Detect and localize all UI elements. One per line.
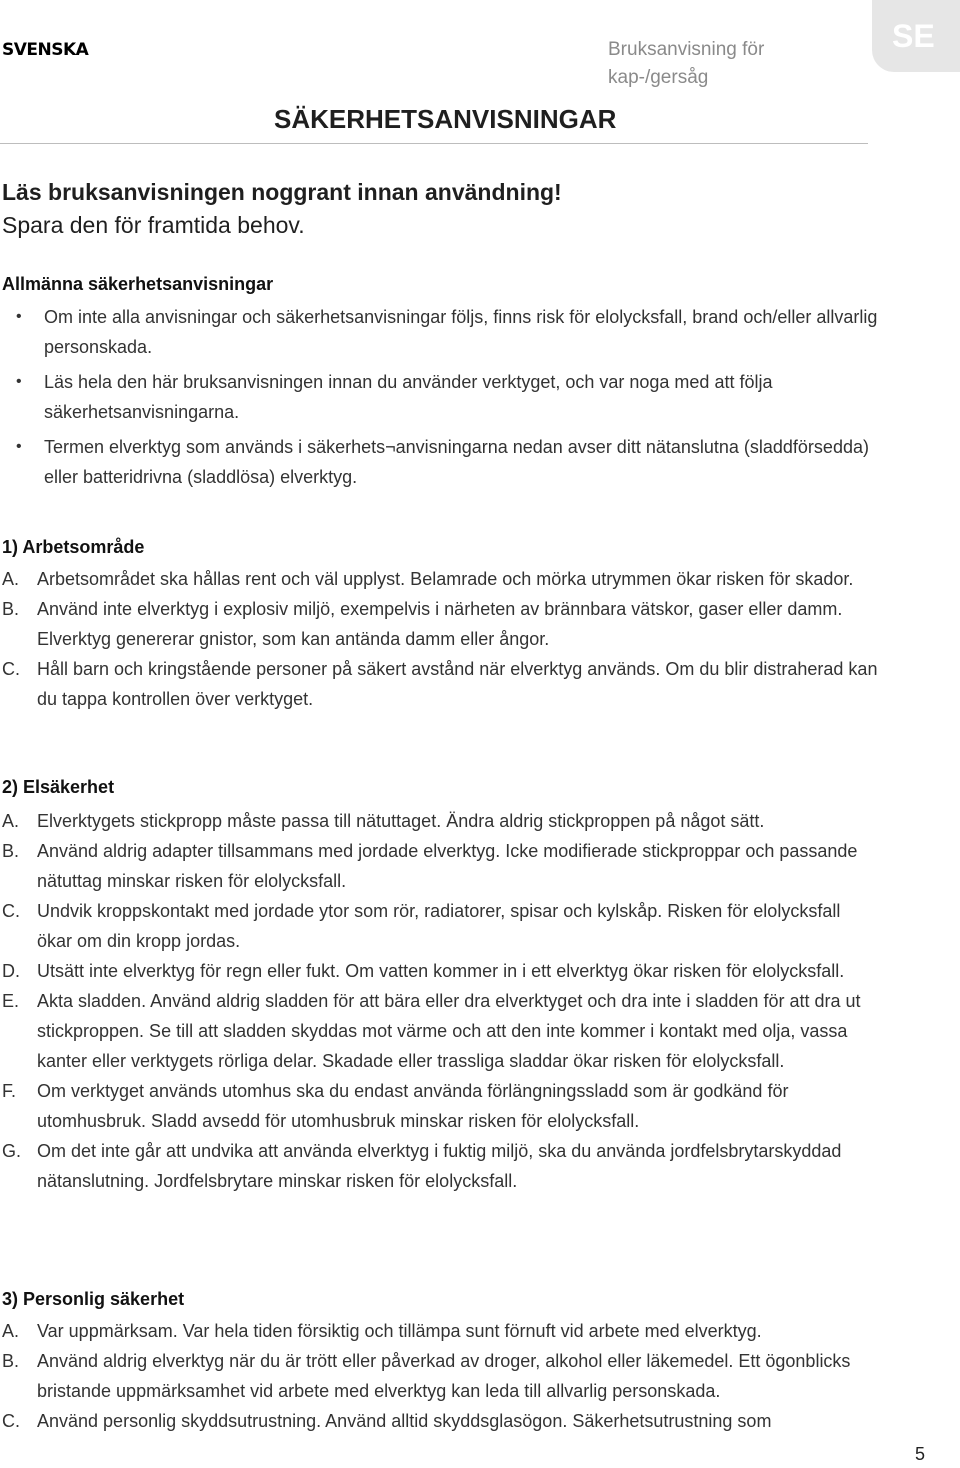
manual-title-line1: Bruksanvisning för <box>608 39 765 60</box>
section-list-electrical-safety <box>0 806 880 1196</box>
list-item <box>0 956 880 986</box>
intro-line: Spara den för framtida behov. <box>2 212 305 238</box>
intro <box>2 176 562 242</box>
list-item <box>0 594 880 654</box>
item-text: Elverktygets stickpropp måste passa till nätuttaget. Ändra aldrig stickproppen på något sätt. <box>37 811 765 831</box>
item-text: Om verktyget används utomhus ska du endast använda förlängningssladd som är godkänd för utomhusbruk. Sladd avsedd för utomhusbruk minskar risken för elolycksfall. <box>37 1081 789 1131</box>
page-number: 5 <box>915 1444 926 1464</box>
bullet-text: Om inte alla anvisningar och säkerhetsanvisningar följs, finns risk för elolycksfall, brand och/eller allvarlig personskada. <box>44 307 878 357</box>
general-bullet-list <box>0 302 900 497</box>
item-letter: E. <box>2 991 20 1011</box>
item-text: Utsätt inte elverktyg för regn eller fukt. Om vatten kommer in i ett elverktyg ökar risken för elolycksfall. <box>37 961 845 981</box>
bullet-dot-icon: • <box>16 308 22 325</box>
item-letter: D. <box>2 961 20 981</box>
bullet-dot-icon: • <box>16 373 22 390</box>
item-text: Använd aldrig adapter tillsammans med jordade elverktyg. Icke modifierade stickproppar och passande nätuttag minskar risken för elolycksfall. <box>37 841 858 891</box>
manual-title-line2: kap-/gersåg <box>608 67 709 88</box>
bullet-item <box>0 302 900 362</box>
bullet-item <box>0 432 900 492</box>
item-text: Var uppmärksam. Var hela tiden försiktig och tillämpa sunt förnuft vid arbete med elverktyg. <box>37 1321 762 1341</box>
list-item <box>0 836 880 896</box>
item-text: Akta sladden. Använd aldrig sladden för att bära eller dra elverktyget och dra inte i sladden för att dra ut stickproppen. Se till att sladden skyddas mot värme och att den inte kommer i kontakt med olja, vassa kanter eller verktygets rörliga delar. Skadade eller trassliga sladdar ökar risken för elolycksfall. <box>37 991 861 1071</box>
item-text: Arbetsområdet ska hållas rent och väl upplyst. Belamrade och mörka utrymmen ökar risken för skador. <box>37 569 854 589</box>
item-letter: B. <box>2 1351 20 1371</box>
bullet-item <box>0 367 900 427</box>
header-divider <box>0 143 868 144</box>
item-letter: A. <box>2 569 20 589</box>
item-letter: A. <box>2 1321 20 1341</box>
section-heading-electrical-safety: 2) Elsäkerhet <box>2 777 115 797</box>
list-item <box>0 896 880 956</box>
section-list-personal-safety <box>0 1316 880 1436</box>
item-text: Använd aldrig elverktyg när du är trött eller påverkad av droger, alkohol eller läkemedel. Ett ögonblicks bristande uppmärksamhet vid arbete med elverktyg kan leda till allvarlig personskada. <box>37 1351 851 1401</box>
list-item <box>0 1076 880 1136</box>
list-item <box>0 986 880 1076</box>
language-label: SVENSKA <box>2 40 89 60</box>
list-item <box>0 1136 880 1196</box>
bullet-text: Läs hela den här bruksanvisningen innan du använder verktyget, och var noga med att följa säkerhetsanvisningarna. <box>44 372 773 422</box>
item-text: Håll barn och kringstående personer på säkert avstånd när elverktyg används. Om du blir distraherad kan du tappa kontrollen över verktyget. <box>37 659 878 709</box>
item-letter: F. <box>2 1081 17 1101</box>
section-heading-work-area: 1) Arbetsområde <box>2 537 145 557</box>
list-item <box>0 1316 880 1346</box>
manual-title <box>608 36 828 92</box>
bullet-text: Termen elverktyg som används i säkerhets¬anvisningarna nedan avser ditt nätanslutna (sladdförsedda) eller batteridrivna (sladdlösa) elverktyg. <box>44 437 869 487</box>
item-letter: B. <box>2 599 20 619</box>
item-letter: C. <box>2 901 20 921</box>
list-item <box>0 806 880 836</box>
item-letter: C. <box>2 1411 20 1431</box>
item-letter: A. <box>2 811 20 831</box>
list-item <box>0 564 880 594</box>
item-text: Om det inte går att undvika att använda elverktyg i fuktig miljö, ska du använda jordfelsbrytarskyddad nätanslutning. Jordfelsbrytare minskar risken för elolycksfall. <box>37 1141 842 1191</box>
general-heading: Allmänna säkerhetsanvisningar <box>2 274 274 294</box>
section-heading-personal-safety: 3) Personlig säkerhet <box>2 1289 185 1309</box>
bullet-dot-icon: • <box>16 438 22 455</box>
page-title: SÄKERHETSANVISNINGAR <box>274 104 617 134</box>
item-letter: C. <box>2 659 20 679</box>
item-text: Undvik kroppskontakt med jordade ytor som rör, radiatorer, spisar och kylskåp. Risken för elolycksfall ökar om din kropp jordas. <box>37 901 841 951</box>
section-list-work-area <box>0 564 880 714</box>
language-tab <box>872 0 960 72</box>
intro-line-bold: Läs bruksanvisningen noggrant innan användning! <box>2 179 562 205</box>
item-letter: G. <box>2 1141 22 1161</box>
language-code: SE <box>892 18 935 54</box>
list-item <box>0 1346 880 1406</box>
item-text: Använd personlig skyddsutrustning. Använd alltid skyddsglasögon. Säkerhetsutrustning som <box>37 1411 772 1431</box>
item-text: Använd inte elverktyg i explosiv miljö, exempelvis i närheten av brännbara vätskor, gaser eller damm. Elverktyg genererar gnistor, som kan antända damm eller ångor. <box>37 599 843 649</box>
item-letter: B. <box>2 841 20 861</box>
list-item <box>0 654 880 714</box>
list-item <box>0 1406 880 1436</box>
